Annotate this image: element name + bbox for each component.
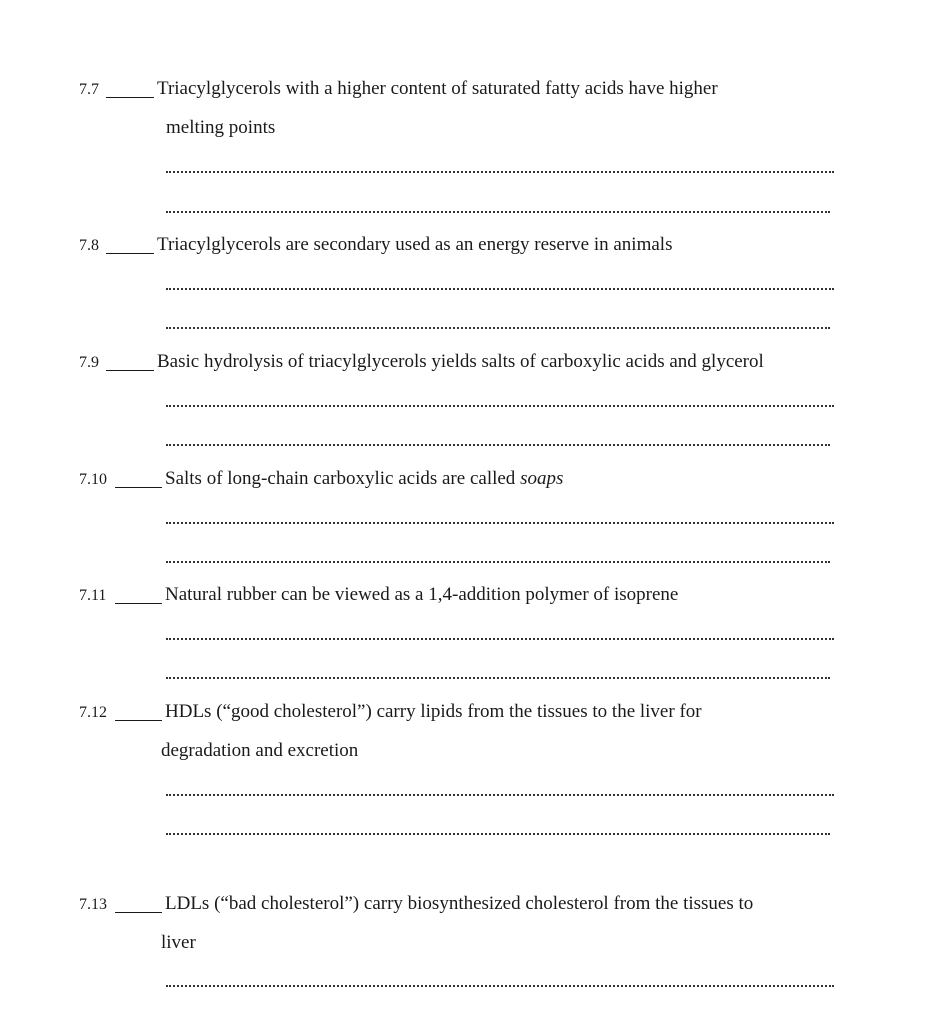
answer-line[interactable] [166,288,834,290]
answer-blank[interactable] [106,97,154,98]
question-statement: HDLs (“good cholesterol”) carry lipids from the tissues to the liver for [165,701,702,722]
question-statement [165,468,563,490]
answer-blank[interactable] [106,253,154,254]
answer-line[interactable] [166,677,830,679]
question-number: 7.12 [79,704,107,721]
answer-line[interactable] [166,561,830,563]
question-number: 7.7 [79,81,99,98]
question-number: 7.13 [79,896,107,913]
question-statement: LDLs (“bad cholesterol”) carry biosynthesized cholesterol from the tissues to [165,893,754,914]
question-number: 7.9 [79,354,99,371]
answer-line[interactable] [166,211,830,213]
question-statement: Natural rubber can be viewed as a 1,4-addition polymer of isoprene [165,584,679,605]
answer-blank[interactable] [115,720,162,721]
question-statement-continuation: degradation and excretion [161,740,359,761]
answer-line[interactable] [166,405,834,407]
answer-line[interactable] [166,638,834,640]
answer-blank[interactable] [115,487,162,488]
question-statement-text: Salts of long-chain carboxylic acids are called [165,468,521,489]
answer-line[interactable] [166,444,830,446]
question-number: 7.8 [79,237,99,254]
answer-line[interactable] [166,327,830,329]
answer-line[interactable] [166,985,834,987]
answer-line[interactable] [166,833,830,835]
question-statement-continuation: melting points [166,117,276,138]
answer-blank[interactable] [115,603,162,604]
answer-line[interactable] [166,522,834,524]
question-number: 7.10 [79,471,107,488]
answer-blank[interactable] [115,912,162,913]
answer-line[interactable] [166,794,834,796]
emphasized-term: soaps [520,468,564,489]
answer-blank[interactable] [106,370,154,371]
question-number: 7.11 [79,587,107,604]
question-statement: Triacylglycerols are secondary used as an energy reserve in animals [157,234,673,255]
question-statement-continuation: liver [161,932,196,953]
question-statement: Triacylglycerols with a higher content of saturated fatty acids have higher [157,78,718,99]
answer-line[interactable] [166,171,834,173]
question-statement: Basic hydrolysis of triacylglycerols yields salts of carboxylic acids and glycerol [157,351,764,372]
